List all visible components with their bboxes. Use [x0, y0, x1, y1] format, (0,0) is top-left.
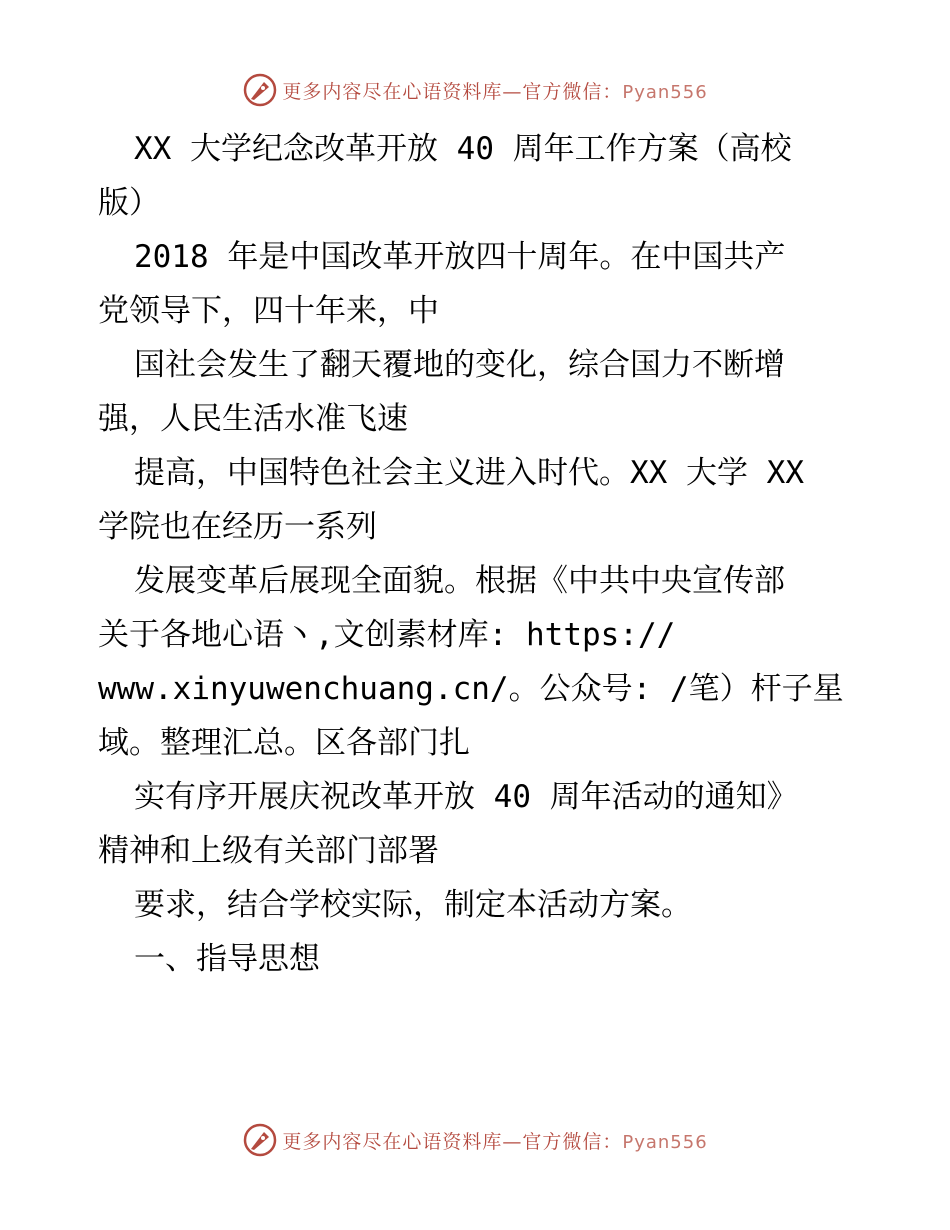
header-banner	[0, 70, 950, 110]
text-line: 实有序开展庆祝改革开放 40 周年活动的通知》	[134, 779, 798, 815]
text-line: 提高，中国特色社会主义进入时代。XX 大学 XX	[134, 455, 804, 491]
text-line: 党领导下，四十年来，中	[98, 293, 439, 329]
text-line: 关于各地心语丶,文创素材库: https://	[98, 617, 676, 653]
document-body	[98, 122, 858, 986]
text-line: 精神和上级有关部门部署	[98, 833, 439, 869]
text-line: 发展变革后展现全面貌。根据《中共中央宣传部	[134, 563, 785, 599]
footer-banner	[0, 1120, 950, 1160]
text-line: 版）	[98, 185, 160, 221]
text-line: XX 大学纪念改革开放 40 周年工作方案（高校	[134, 131, 792, 167]
text-line: www.xinyuwenchuang.cn/。公众号: /笔）杆子星	[98, 671, 844, 707]
banner-text: 更多内容尽在心语资料库—官方微信：Pyan556	[282, 80, 708, 103]
banner-text: 更多内容尽在心语资料库—官方微信：Pyan556	[282, 1130, 708, 1153]
text-line: 域。整理汇总。区各部门扎	[98, 725, 470, 761]
pen-nib-icon	[242, 1122, 278, 1158]
section-heading: 一、指导思想	[134, 941, 320, 977]
text-line: 要求，结合学校实际，制定本活动方案。	[134, 887, 692, 923]
text-line: 国社会发生了翻天覆地的变化，综合国力不断增	[134, 347, 785, 383]
text-line: 学院也在经历一系列	[98, 509, 377, 545]
pen-nib-icon	[242, 72, 278, 108]
text-line: 强，人民生活水准飞速	[98, 401, 408, 437]
text-line: 2018 年是中国改革开放四十周年。在中国共产	[134, 239, 786, 275]
